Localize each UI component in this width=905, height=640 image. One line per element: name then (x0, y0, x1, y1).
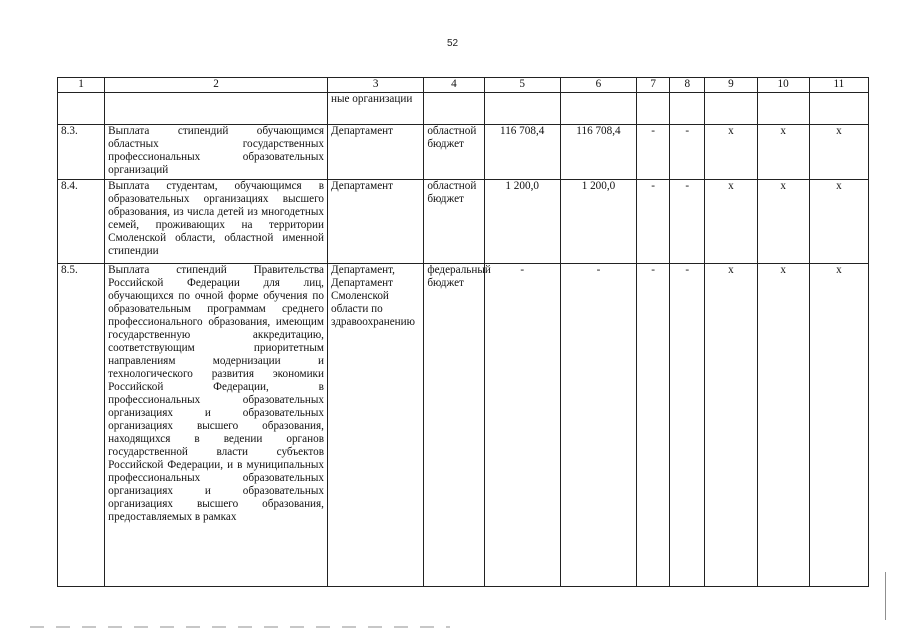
column-number: 11 (809, 78, 868, 93)
column-number-row (58, 78, 869, 93)
column-number: 10 (757, 78, 809, 93)
row-amount-total: - (484, 264, 560, 587)
row-amount-year: 1 200,0 (560, 180, 636, 264)
column-number: 9 (705, 78, 757, 93)
row-col9: x (705, 125, 757, 180)
row-amount-total: 116 708,4 (484, 125, 560, 180)
column-number: 4 (424, 78, 484, 93)
row-description: Выплата студентам, обучающимся в образовательных организациях высшего образования, из числа детей из многодетных семей, проживающих на территории Смоленской области, областной именной стипендии (105, 180, 328, 264)
row-col7: - (637, 125, 670, 180)
table-cell (105, 93, 328, 125)
row-col11: x (809, 264, 868, 587)
column-number: 3 (327, 78, 423, 93)
row-number: 8.3. (58, 125, 105, 180)
column-number: 8 (670, 78, 705, 93)
column-number: 7 (637, 78, 670, 93)
row-executor: Департамент (327, 125, 423, 180)
table-row (58, 180, 869, 264)
continuation-row (58, 93, 869, 125)
row-col9: x (705, 264, 757, 587)
budget-table (57, 77, 869, 587)
row-col11: x (809, 125, 868, 180)
row-executor: Департамент, Департамент Смоленской области по здравоохранению (327, 264, 423, 587)
row-executor: Департамент (327, 180, 423, 264)
row-funding-source: областной бюджет (424, 125, 484, 180)
row-funding-source: федеральный бюджет (424, 264, 484, 587)
row-col10: x (757, 125, 809, 180)
table-cell (58, 93, 105, 125)
page-number: 52 (446, 38, 459, 49)
table-cell (424, 93, 484, 125)
table-cell (757, 93, 809, 125)
row-amount-year: - (560, 264, 636, 587)
row-col7: - (637, 180, 670, 264)
table-cell (809, 93, 868, 125)
scan-edge-artifact (885, 572, 886, 620)
table-cell (484, 93, 560, 125)
table-row (58, 264, 869, 587)
scan-artifact (30, 626, 450, 628)
row-amount-year: 116 708,4 (560, 125, 636, 180)
column-number: 1 (58, 78, 105, 93)
row-col8: - (670, 180, 705, 264)
table-cell (705, 93, 757, 125)
row-number: 8.4. (58, 180, 105, 264)
row-col11: x (809, 180, 868, 264)
row-col9: x (705, 180, 757, 264)
row-col7: - (637, 264, 670, 587)
row-description: Выплата стипендий обучающимся областных государственных профессиональных образовательных организаций (105, 125, 328, 180)
table-cell (670, 93, 705, 125)
row-col8: - (670, 125, 705, 180)
table-cell (637, 93, 670, 125)
row-col10: x (757, 180, 809, 264)
column-number: 6 (560, 78, 636, 93)
column-number: 5 (484, 78, 560, 93)
row-funding-source: областной бюджет (424, 180, 484, 264)
table-row (58, 125, 869, 180)
row-col10: x (757, 264, 809, 587)
row-number: 8.5. (58, 264, 105, 587)
row-col8: - (670, 264, 705, 587)
table-cell (560, 93, 636, 125)
column-number: 2 (105, 78, 328, 93)
row-amount-total: 1 200,0 (484, 180, 560, 264)
continuation-executor-cell: ные организации (327, 93, 423, 125)
row-description: Выплата стипендий Правительства Российской Федерации для лиц, обучающихся по очной форме обучения по образовательным программам среднего профессионального образования, имеющим государственную аккредитацию, соответствующим приоритетным направлениям модернизации и технологического развития экономики Российской Федерации, в профессиональных образовательных организациях и образовательных организациях высшего образования, находящихся в ведении органов государственной власти субъектов Российской Федерации, и в муниципальных профессиональных образовательных организациях и образовательных организациях высшего образования, предоставляемых в рамках (105, 264, 328, 587)
